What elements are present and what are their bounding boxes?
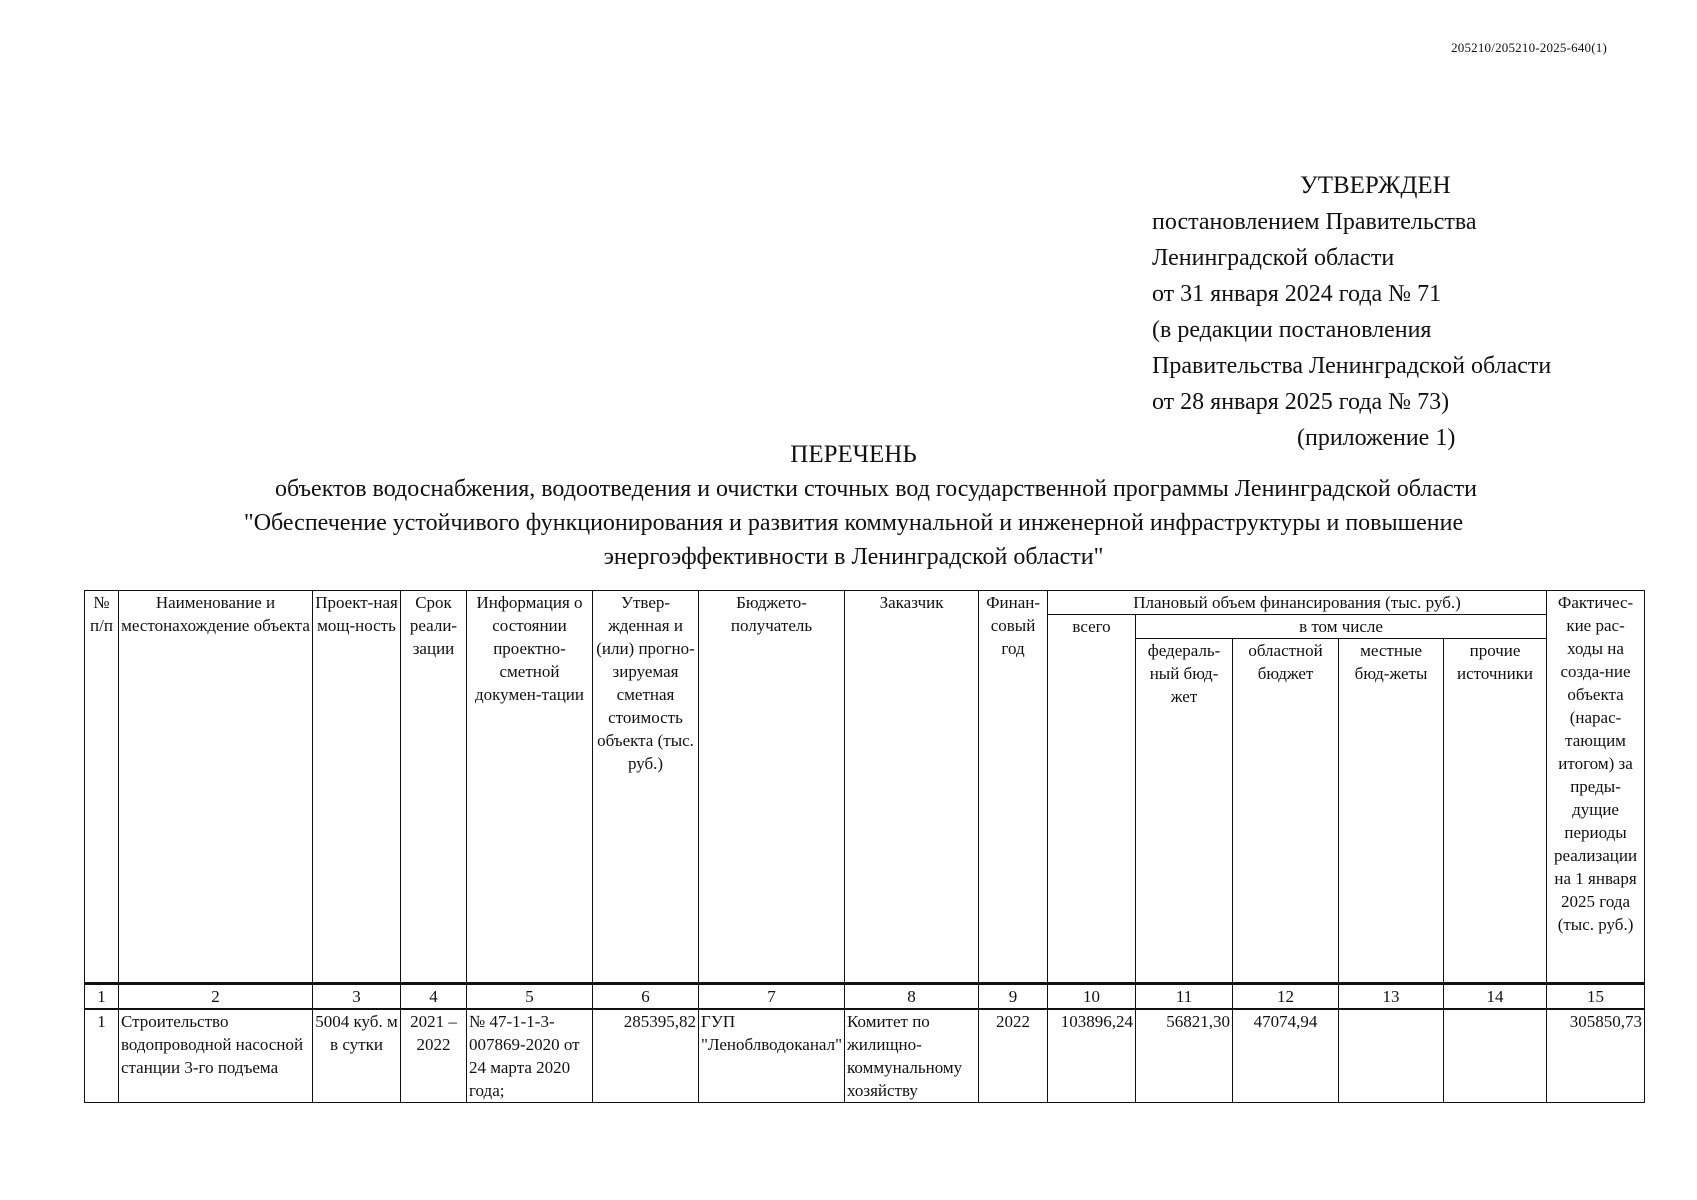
header-regional: областной бюджет xyxy=(1233,639,1339,984)
column-number: 8 xyxy=(845,984,979,1010)
header-total: всего xyxy=(1048,615,1136,984)
title-line-3: энергоэффективности в Ленинградской области" xyxy=(603,544,1104,570)
approval-line: Ленинградской области xyxy=(1152,245,1395,271)
header-capacity: Проект-ная мощ-ность xyxy=(313,591,401,984)
header-incl-group: в том числе xyxy=(1136,615,1547,639)
column-number: 2 xyxy=(119,984,313,1010)
approval-line: (в редакции постановления xyxy=(1152,317,1432,343)
row-fin-year: 2022 xyxy=(979,1009,1048,1103)
column-number: 6 xyxy=(593,984,699,1010)
row-psd-info: № 47-1-1-3-007869-2020 от 24 марта 2020 года; xyxy=(467,1009,593,1103)
header-name: Наименование и местонахождение объекта xyxy=(119,591,313,984)
row-regional: 47074,94 xyxy=(1233,1009,1339,1103)
row-cost: 285395,82 xyxy=(593,1009,699,1103)
row-federal: 56821,30 xyxy=(1136,1009,1233,1103)
column-number: 11 xyxy=(1136,984,1233,1010)
column-number-row xyxy=(85,984,1645,1010)
column-number: 7 xyxy=(699,984,845,1010)
row-capacity: 5004 куб. м в сутки xyxy=(313,1009,401,1103)
column-number: 4 xyxy=(401,984,467,1010)
title-line-2: "Обеспечение устойчивого функционирования и развития коммунальной и инженерной инфраструктуры и повышение xyxy=(243,510,1464,536)
approval-heading: УТВЕРЖДЕН xyxy=(1300,172,1451,199)
row-actual: 305850,73 xyxy=(1547,1009,1645,1103)
row-recipient: ГУП "Леноблводоканал" xyxy=(699,1009,845,1103)
document-title xyxy=(0,438,1697,574)
row-num: 1 xyxy=(85,1009,119,1103)
header-period: Срок реали-зации xyxy=(401,591,467,984)
column-number: 14 xyxy=(1444,984,1547,1010)
column-number: 13 xyxy=(1339,984,1444,1010)
approval-block xyxy=(1152,168,1612,456)
header-plan-group: Плановый объем финансирования (тыс. руб.) xyxy=(1048,591,1547,615)
column-number: 9 xyxy=(979,984,1048,1010)
row-total: 103896,24 xyxy=(1048,1009,1136,1103)
header-local: местные бюд-жеты xyxy=(1339,639,1444,984)
header-customer: Заказчик xyxy=(845,591,979,984)
header-other: прочие источники xyxy=(1444,639,1547,984)
header-actual: Фактичес-кие рас-ходы на созда-ние объекта (нарас-тающим итогом) за преды-дущие периоды реализации на 1 января 2025 года (тыс. руб.) xyxy=(1547,591,1645,984)
approval-line: от 28 января 2025 года № 73) xyxy=(1152,389,1450,415)
column-number: 12 xyxy=(1233,984,1339,1010)
objects-table xyxy=(84,590,1645,1103)
table-row xyxy=(85,1009,1645,1103)
header-fin-year: Финан-совый год xyxy=(979,591,1048,984)
column-number: 10 xyxy=(1048,984,1136,1010)
approval-appendix: (приложение 1) xyxy=(1297,425,1456,451)
column-number: 3 xyxy=(313,984,401,1010)
approval-line: от 31 января 2024 года № 71 xyxy=(1152,281,1442,307)
header-psd-info: Информация о состоянии проектно-сметной докумен-тации xyxy=(467,591,593,984)
row-local xyxy=(1339,1009,1444,1103)
row-customer: Комитет по жилищно-коммунальному хозяйству xyxy=(845,1009,979,1103)
approval-line: Правительства Ленинградской области xyxy=(1152,353,1552,379)
header-num: № п/п xyxy=(85,591,119,984)
column-number: 1 xyxy=(85,984,119,1010)
row-period: 2021 – 2022 xyxy=(401,1009,467,1103)
header-cost: Утвер-жденная и (или) прогно-зируемая сметная стоимость объекта (тыс. руб.) xyxy=(593,591,699,984)
column-number: 15 xyxy=(1547,984,1645,1010)
column-number: 5 xyxy=(467,984,593,1010)
row-name: Строительство водопроводной насосной станции 3-го подъема xyxy=(119,1009,313,1103)
row-other xyxy=(1444,1009,1547,1103)
header-federal: федераль-ный бюд-жет xyxy=(1136,639,1233,984)
header-row-1 xyxy=(85,591,1645,615)
title-main: ПЕРЕЧЕНЬ xyxy=(790,441,917,468)
header-recipient: Бюджето-получатель xyxy=(699,591,845,984)
title-line-1: объектов водоснабжения, водоотведения и очистки сточных вод государственной программы Ленинградской области xyxy=(275,476,1477,502)
approval-line: постановлением Правительства xyxy=(1152,209,1477,235)
document-id: 205210/205210-2025-640(1) xyxy=(1451,40,1607,55)
